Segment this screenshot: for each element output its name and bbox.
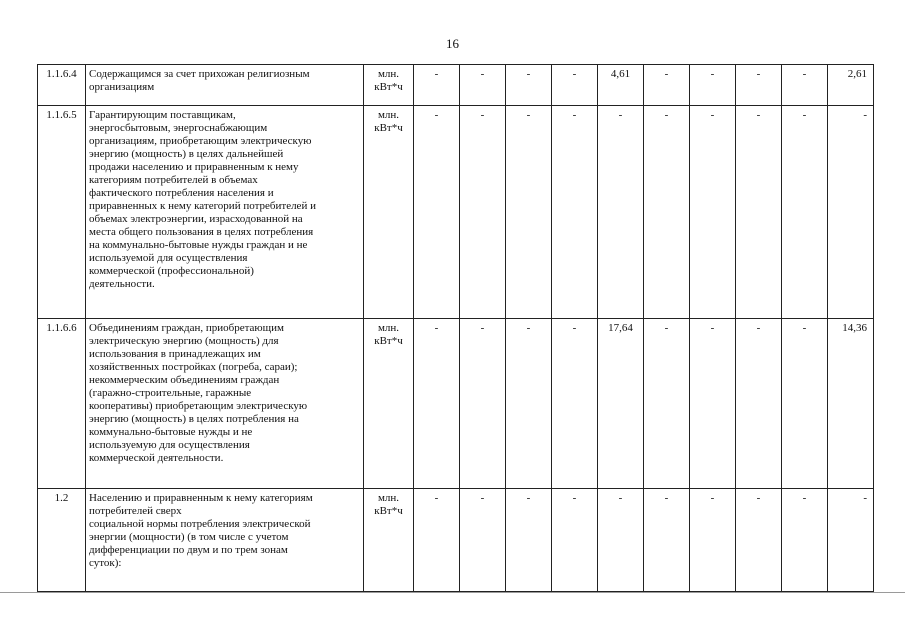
row-description — [86, 106, 364, 319]
value-cell: - — [828, 106, 874, 319]
row-description — [86, 319, 364, 489]
description-line: некоммерческим объединениям граждан — [89, 374, 280, 386]
value-cell: - — [598, 489, 644, 592]
description-line: энергию (мощность) в целях потребления на — [89, 413, 299, 425]
table-row — [38, 65, 874, 106]
value-cell: - — [414, 106, 460, 319]
value-cell: - — [460, 489, 506, 592]
unit-line: кВт*ч — [374, 122, 403, 134]
description-line: Объединениям граждан, приобретающим — [89, 322, 284, 334]
unit-line: млн. — [377, 68, 400, 80]
value-cell: - — [598, 106, 644, 319]
value-cell: - — [644, 106, 690, 319]
row-unit — [364, 106, 414, 319]
value-cell: - — [460, 106, 506, 319]
value-cell: - — [414, 65, 460, 106]
value-cell: - — [460, 319, 506, 489]
value-cell: - — [552, 106, 598, 319]
description-line: суток): — [89, 557, 122, 569]
description-line: места общего пользования в целях потребления — [89, 226, 314, 238]
row-number: 1.1.6.6 — [38, 319, 86, 489]
row-unit — [364, 489, 414, 592]
value-cell: - — [690, 319, 736, 489]
description-line: организациям, приобретающим электрическую — [89, 135, 312, 147]
value-cell: - — [690, 65, 736, 106]
description-line: продажи населению и приравненным к нему — [89, 161, 299, 173]
description-line: энергию (мощность) в целях дальнейшей — [89, 148, 284, 160]
value-cell: - — [644, 489, 690, 592]
description-line: фактического потребления населения и — [89, 187, 274, 199]
description-line: хозяйственных постройках (погреба, сараи); — [89, 361, 298, 373]
row-unit — [364, 319, 414, 489]
value-cell: - — [552, 65, 598, 106]
value-cell: - — [506, 489, 552, 592]
value-cell: - — [414, 489, 460, 592]
description-line: кооперативы) приобретающим электрическую — [89, 400, 308, 412]
table-row — [38, 489, 874, 592]
value-cell: - — [828, 489, 874, 592]
unit-line: млн. — [377, 492, 400, 504]
unit-line: кВт*ч — [374, 81, 403, 93]
page-number: 16 — [446, 36, 459, 51]
value-cell: 17,64 — [598, 319, 644, 489]
value-cell: - — [690, 489, 736, 592]
description-line: используемую для осуществления — [89, 439, 250, 451]
row-description — [86, 65, 364, 106]
value-cell: - — [644, 65, 690, 106]
row-number: 1.2 — [38, 489, 86, 592]
description-line: Населению и приравненным к нему категориям — [89, 492, 313, 504]
unit-line: кВт*ч — [374, 505, 403, 517]
value-cell: - — [782, 489, 828, 592]
description-line: использования в принадлежащих им — [89, 348, 261, 360]
value-cell: - — [414, 319, 460, 489]
description-line: коммунально-бытовые нужды и не — [89, 426, 253, 438]
description-line: организациям — [89, 81, 155, 93]
value-cell: - — [552, 489, 598, 592]
description-line: потребителей сверх — [89, 505, 182, 517]
value-cell: - — [506, 106, 552, 319]
description-line: энергии (мощности) (в том числе с учетом — [89, 531, 289, 543]
value-cell: - — [506, 319, 552, 489]
description-line: социальной нормы потребления электрической — [89, 518, 311, 530]
description-line: Содержащимся за счет прихожан религиозным — [89, 68, 310, 80]
description-line: используемой для осуществления — [89, 252, 248, 264]
value-cell: - — [552, 319, 598, 489]
description-line: деятельности. — [89, 278, 155, 290]
value-cell: - — [690, 106, 736, 319]
value-cell: - — [736, 489, 782, 592]
unit-line: кВт*ч — [374, 335, 403, 347]
description-line: коммерческой деятельности. — [89, 452, 224, 464]
value-cell: 4,61 — [598, 65, 644, 106]
value-cell: 2,61 — [828, 65, 874, 106]
unit-line: млн. — [377, 322, 400, 334]
table-row — [38, 106, 874, 319]
value-cell: - — [736, 319, 782, 489]
data-table — [37, 64, 874, 592]
bottom-rule — [0, 592, 905, 593]
row-unit — [364, 65, 414, 106]
description-line: коммерческой (профессиональной) — [89, 265, 254, 277]
unit-line: млн. — [377, 109, 400, 121]
row-number: 1.1.6.4 — [38, 65, 86, 106]
value-cell: - — [736, 106, 782, 319]
row-description — [86, 489, 364, 592]
description-line: приравненных к нему категорий потребителей и — [89, 200, 316, 212]
description-line: объемах электроэнергии, израсходованной на — [89, 213, 303, 225]
description-line: энергосбытовым, энергоснабжающим — [89, 122, 268, 134]
description-line: категориям потребителей в объемах — [89, 174, 258, 186]
value-cell: - — [736, 65, 782, 106]
value-cell: 14,36 — [828, 319, 874, 489]
value-cell: - — [782, 319, 828, 489]
row-number: 1.1.6.5 — [38, 106, 86, 319]
table-row — [38, 319, 874, 489]
value-cell: - — [782, 65, 828, 106]
description-line: электрическую энергию (мощность) для — [89, 335, 279, 347]
value-cell: - — [506, 65, 552, 106]
value-cell: - — [644, 319, 690, 489]
description-line: на коммунально-бытовые нужды граждан и не — [89, 239, 308, 251]
description-line: Гарантирующим поставщикам, — [89, 109, 236, 121]
value-cell: - — [460, 65, 506, 106]
value-cell: - — [782, 106, 828, 319]
description-line: (гаражно-строительные, гаражные — [89, 387, 252, 399]
description-line: дифференциации по двум и по трем зонам — [89, 544, 288, 556]
